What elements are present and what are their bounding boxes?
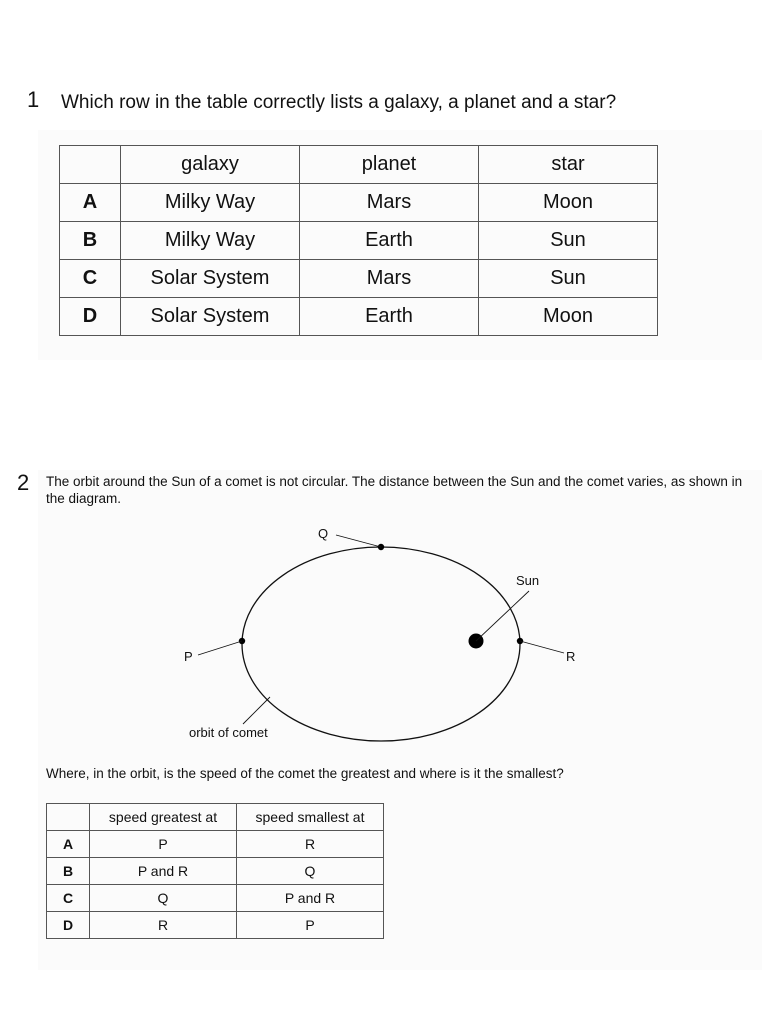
table-row[interactable]	[47, 858, 384, 885]
table-cell: Milky Way	[121, 222, 300, 260]
table-header-row	[47, 804, 384, 831]
point-q-label: Q	[318, 526, 329, 541]
table-cell: P	[90, 831, 237, 858]
header-blank-cell	[47, 804, 90, 831]
question-1-number: 1	[27, 87, 40, 112]
sun-leader-line	[476, 591, 529, 641]
point-p-label: P	[184, 649, 193, 664]
option-label[interactable]: A	[47, 831, 90, 858]
r-leader-line	[520, 641, 564, 653]
table-cell: R	[237, 831, 384, 858]
option-label[interactable]: D	[60, 298, 121, 336]
header-speed-smallest: speed smallest at	[237, 804, 384, 831]
table-cell: Moon	[479, 184, 658, 222]
header-galaxy: galaxy	[121, 146, 300, 184]
table-cell: Solar System	[121, 298, 300, 336]
table-cell: P	[237, 912, 384, 939]
table-cell: Solar System	[121, 260, 300, 298]
table-row[interactable]	[47, 912, 384, 939]
table-cell: Mars	[300, 260, 479, 298]
header-star: star	[479, 146, 658, 184]
header-speed-greatest: speed greatest at	[90, 804, 237, 831]
orbit-leader-line	[243, 697, 270, 724]
question-2-prompt: Where, in the orbit, is the speed of the comet the greatest and where is it the smallest?	[46, 766, 564, 781]
table-cell: Q	[90, 885, 237, 912]
table-cell: Sun	[479, 260, 658, 298]
option-label[interactable]: D	[47, 912, 90, 939]
p-leader-line	[198, 641, 242, 655]
question-2-number: 2	[17, 470, 30, 495]
table-cell: Earth	[300, 298, 479, 336]
table-cell: R	[90, 912, 237, 939]
table-cell: Mars	[300, 184, 479, 222]
option-label[interactable]: C	[47, 885, 90, 912]
sun-label: Sun	[516, 573, 540, 588]
table-cell: Milky Way	[121, 184, 300, 222]
table-cell: Q	[237, 858, 384, 885]
table-cell: Sun	[479, 222, 658, 260]
orbit-label: orbit of comet	[189, 725, 268, 740]
point-r-label: R	[566, 649, 576, 664]
header-planet: planet	[300, 146, 479, 184]
option-label[interactable]: C	[60, 260, 121, 298]
q-leader-line	[336, 535, 381, 547]
question-1-text: Which row in the table correctly lists a galaxy, a planet and a star?	[61, 92, 617, 113]
table-cell: P and R	[237, 885, 384, 912]
table-row[interactable]	[47, 885, 384, 912]
option-label[interactable]: A	[60, 184, 121, 222]
table-cell: Earth	[300, 222, 479, 260]
question-2-text: The orbit around the Sun of a comet is not circular. The distance between the Sun and the comet varies, as shown in the diagram.	[46, 474, 743, 506]
table-cell: P and R	[90, 858, 237, 885]
table-cell: Moon	[479, 298, 658, 336]
table-row[interactable]	[47, 831, 384, 858]
option-label[interactable]: B	[47, 858, 90, 885]
question-2-table	[46, 803, 384, 939]
option-label[interactable]: B	[60, 222, 121, 260]
